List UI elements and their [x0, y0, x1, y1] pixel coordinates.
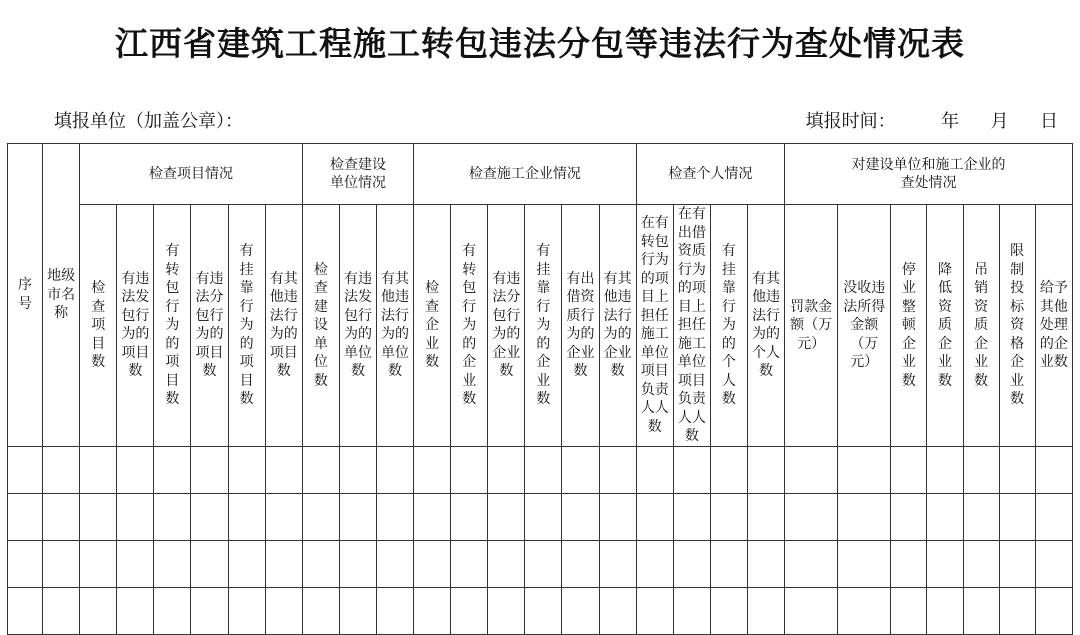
table-cell[interactable]	[43, 587, 80, 634]
table-row	[8, 446, 1073, 493]
table-cell[interactable]	[785, 446, 838, 493]
table-cell[interactable]	[999, 446, 1035, 493]
table-cell[interactable]	[636, 587, 673, 634]
table-cell[interactable]	[927, 540, 963, 587]
table-cell[interactable]	[747, 446, 784, 493]
table-cell[interactable]	[228, 493, 265, 540]
table-row	[8, 540, 1073, 587]
table-cell[interactable]	[265, 587, 302, 634]
table-cell[interactable]	[785, 493, 838, 540]
table-cell[interactable]	[562, 493, 599, 540]
table-cell[interactable]	[43, 493, 80, 540]
col-header: 有其他违法行为的单位数	[377, 205, 414, 447]
table-cell[interactable]	[963, 587, 999, 634]
table-cell[interactable]	[8, 540, 43, 587]
table-cell[interactable]	[488, 446, 525, 493]
col-header: 检查项目数	[80, 205, 117, 447]
table-row	[8, 587, 1073, 634]
table-cell[interactable]	[1035, 446, 1072, 493]
table-cell[interactable]	[1035, 587, 1072, 634]
col-header: 有转包行为的项目数	[154, 205, 191, 447]
table-cell[interactable]	[599, 493, 636, 540]
table-cell[interactable]	[228, 446, 265, 493]
col-header: 罚款金额（万元）	[785, 205, 838, 447]
table-cell[interactable]	[377, 446, 414, 493]
col-header: 有违法发包行为的单位数	[339, 205, 376, 447]
table-cell[interactable]	[414, 587, 451, 634]
fill-time-year: 年	[941, 111, 960, 132]
table-cell[interactable]	[414, 540, 451, 587]
table-cell[interactable]	[891, 446, 927, 493]
table-cell[interactable]	[191, 493, 228, 540]
table-cell[interactable]	[838, 446, 891, 493]
table-cell[interactable]	[228, 540, 265, 587]
table-cell[interactable]	[154, 493, 191, 540]
group-project-header: 检查项目情况	[80, 144, 303, 205]
table-cell[interactable]	[562, 587, 599, 634]
table-cell[interactable]	[302, 493, 339, 540]
col-header: 给予其他处理的企业数	[1035, 205, 1072, 447]
table-cell[interactable]	[8, 493, 43, 540]
table-cell[interactable]	[488, 540, 525, 587]
table-cell[interactable]	[636, 540, 673, 587]
table-cell[interactable]	[228, 587, 265, 634]
table-cell[interactable]	[117, 446, 154, 493]
table-cell[interactable]	[710, 587, 747, 634]
col-header: 有出借资质行为的企业数	[562, 205, 599, 447]
report-table	[7, 143, 1073, 635]
table-cell[interactable]	[927, 446, 963, 493]
table-cell[interactable]	[525, 493, 562, 540]
fill-time-month: 月	[990, 111, 1009, 132]
table-cell[interactable]	[710, 493, 747, 540]
table-cell[interactable]	[451, 540, 488, 587]
table-cell[interactable]	[1035, 540, 1072, 587]
fill-time	[806, 107, 1058, 133]
col-header: 有其他违法行为的项目数	[265, 205, 302, 447]
serial-header: 序号	[8, 144, 43, 447]
table-cell[interactable]	[451, 493, 488, 540]
table-cell[interactable]	[265, 446, 302, 493]
page-title: 江西省建筑工程施工转包违法分包等违法行为查处情况表	[115, 24, 965, 63]
table-cell[interactable]	[339, 493, 376, 540]
table-cell[interactable]	[265, 540, 302, 587]
group-person-header: 检查个人情况	[636, 144, 784, 205]
fill-unit-label: 填报单位（加盖公章）：	[54, 111, 243, 132]
table-cell[interactable]	[673, 587, 710, 634]
city-header: 地级市名称	[43, 144, 80, 447]
table-cell[interactable]	[999, 587, 1035, 634]
group-builder-header: 检查建设单位情况	[302, 144, 413, 205]
table-cell[interactable]	[488, 493, 525, 540]
table-cell[interactable]	[339, 540, 376, 587]
table-cell[interactable]	[80, 587, 117, 634]
table-cell[interactable]	[154, 587, 191, 634]
table-cell[interactable]	[154, 446, 191, 493]
group-penalty-header: 对建设单位和施工企业的查处情况	[785, 144, 1073, 205]
table-cell[interactable]	[117, 493, 154, 540]
table-cell[interactable]	[1035, 493, 1072, 540]
table-cell[interactable]	[302, 587, 339, 634]
col-header: 有违法分包行为的企业数	[488, 205, 525, 447]
table-cell[interactable]	[747, 493, 784, 540]
table-cell[interactable]	[747, 540, 784, 587]
table-cell[interactable]	[999, 493, 1035, 540]
col-header: 有挂靠行为的项目数	[228, 205, 265, 447]
table-cell[interactable]	[785, 540, 838, 587]
table-cell[interactable]	[265, 493, 302, 540]
col-header: 没收违法所得金额（万元）	[838, 205, 891, 447]
table-cell[interactable]	[191, 446, 228, 493]
table-cell[interactable]	[838, 493, 891, 540]
table-cell[interactable]	[838, 587, 891, 634]
table-cell[interactable]	[339, 587, 376, 634]
table-cell[interactable]	[43, 446, 80, 493]
table-cell[interactable]	[673, 493, 710, 540]
table-cell[interactable]	[927, 493, 963, 540]
table-cell[interactable]	[377, 540, 414, 587]
table-cell[interactable]	[710, 446, 747, 493]
col-header: 有挂靠行为的企业数	[525, 205, 562, 447]
fill-time-day: 日	[1040, 111, 1058, 132]
table-cell[interactable]	[488, 587, 525, 634]
group-contractor-header: 检查施工企业情况	[414, 144, 637, 205]
table-cell[interactable]	[599, 540, 636, 587]
table-cell[interactable]	[377, 493, 414, 540]
col-header: 在有出借资质行为的项目上担任施工单位项目负责人人数	[673, 205, 710, 447]
table-cell[interactable]	[191, 540, 228, 587]
table-cell[interactable]	[525, 540, 562, 587]
table-cell[interactable]	[963, 446, 999, 493]
table-cell[interactable]	[673, 446, 710, 493]
table-cell[interactable]	[525, 446, 562, 493]
table-cell[interactable]	[599, 446, 636, 493]
table-cell[interactable]	[377, 587, 414, 634]
col-header: 降低资质企业数	[927, 205, 963, 447]
table-cell[interactable]	[117, 587, 154, 634]
table-row	[8, 493, 1073, 540]
col-header: 吊销资质企业数	[963, 205, 999, 447]
table-cell[interactable]	[117, 540, 154, 587]
table-cell[interactable]	[80, 493, 117, 540]
table-body	[8, 446, 1073, 634]
table-cell[interactable]	[891, 493, 927, 540]
table-cell[interactable]	[43, 540, 80, 587]
table-cell[interactable]	[451, 587, 488, 634]
table-cell[interactable]	[525, 587, 562, 634]
table-cell[interactable]	[747, 587, 784, 634]
table-cell[interactable]	[8, 446, 43, 493]
col-header: 检查建设单位数	[302, 205, 339, 447]
table-cell[interactable]	[927, 587, 963, 634]
table-cell[interactable]	[785, 587, 838, 634]
table-cell[interactable]	[80, 446, 117, 493]
table-cell[interactable]	[154, 540, 191, 587]
table-cell[interactable]	[302, 540, 339, 587]
col-header: 检查企业数	[414, 205, 451, 447]
col-header: 有其他违法行为的个人数	[747, 205, 784, 447]
table-cell[interactable]	[963, 493, 999, 540]
table-cell[interactable]	[562, 446, 599, 493]
table-cell[interactable]	[339, 446, 376, 493]
table-cell[interactable]	[838, 540, 891, 587]
col-header: 有转包行为的企业数	[451, 205, 488, 447]
table-cell[interactable]	[963, 540, 999, 587]
table-cell[interactable]	[414, 446, 451, 493]
table-cell[interactable]	[8, 587, 43, 634]
table-cell[interactable]	[451, 446, 488, 493]
table-cell[interactable]	[710, 540, 747, 587]
col-header: 在有转包行为的项目上担任施工单位项目负责人人数	[636, 205, 673, 447]
table-cell[interactable]	[302, 446, 339, 493]
col-header: 有违法发包行为的项目数	[117, 205, 154, 447]
table-cell[interactable]	[599, 587, 636, 634]
col-header: 有其他违法行为的企业数	[599, 205, 636, 447]
table-cell[interactable]	[891, 540, 927, 587]
col-header: 有挂靠行为的个人数	[710, 205, 747, 447]
table-cell[interactable]	[673, 540, 710, 587]
table-cell[interactable]	[891, 587, 927, 634]
col-header: 停业整顿企业数	[891, 205, 927, 447]
table-cell[interactable]	[414, 493, 451, 540]
table-cell[interactable]	[636, 493, 673, 540]
fill-time-label: 填报时间：	[805, 111, 896, 132]
table-cell[interactable]	[636, 446, 673, 493]
table-cell[interactable]	[191, 587, 228, 634]
col-header: 限制投标资格企业数	[999, 205, 1035, 447]
table-cell[interactable]	[80, 540, 117, 587]
col-header: 有违法分包行为的项目数	[191, 205, 228, 447]
table-cell[interactable]	[562, 540, 599, 587]
table-cell[interactable]	[999, 540, 1035, 587]
